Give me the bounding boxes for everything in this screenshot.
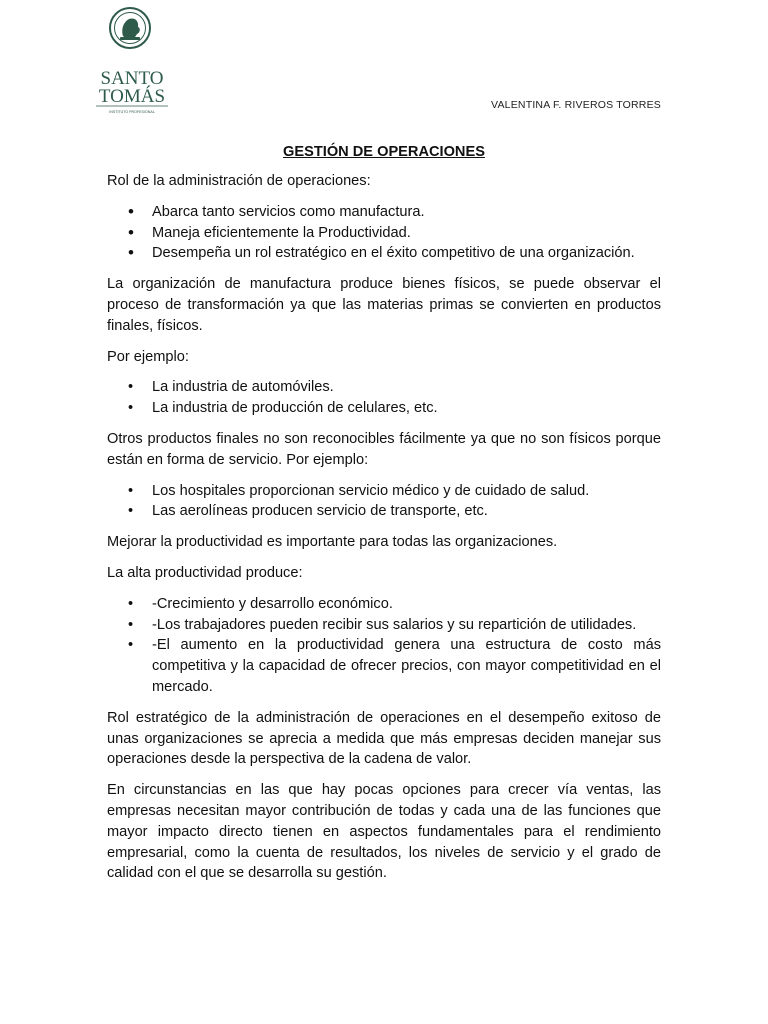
list-examples-service: [107, 481, 661, 523]
paragraph-2: La organización de manufactura produce bienes físicos, se puede observar el proceso de transformación ya que las materias primas se convierten en productos finales, físicos.: [107, 276, 661, 334]
list-item: • La industria de automóviles.: [107, 377, 661, 398]
list-item: • Maneja eficientemente la Productividad.: [107, 223, 661, 244]
list-item: • -Los trabajadores pueden recibir sus salarios y su repartición de utilidades.: [107, 615, 661, 636]
document-title: GESTIÓN DE OPERACIONES: [283, 144, 485, 160]
list-examples-manufacture: [107, 377, 661, 419]
list-item: • Los hospitales proporcionan servicio médico y de cuidado de salud.: [107, 481, 661, 502]
list-item: • Desempeña un rol estratégico en el éxito competitivo de una organización.: [107, 243, 661, 264]
logo-line2: TOMÁS: [98, 86, 166, 107]
paragraph-3: Por ejemplo:: [107, 348, 189, 365]
paragraph-7: Rol estratégico de la administración de operaciones en el desempeño exitoso de unas organizaciones se aprecia a medida que más empresas deciden manejar sus operaciones desde la perspectiva de la cadena de valor.: [107, 709, 661, 768]
list-item: • -Crecimiento y desarrollo económico.: [107, 594, 661, 615]
list-item: • La industria de producción de celulares, etc.: [107, 398, 661, 419]
list-item: • -El aumento en la productividad genera una estructura de costo más competitiva y la capacidad de ofrecer precios, con mayor competitividad en el mercado.: [107, 635, 661, 697]
document-body: [107, 143, 661, 894]
list-item: • Las aerolíneas producen servicio de transporte, etc.: [107, 501, 661, 522]
paragraph-4: Otros productos finales no son reconocibles fácilmente ya que no son físicos porque están en forma de servicio. Por ejemplo:: [107, 430, 661, 468]
list-roles: [107, 202, 661, 264]
author-name: VALENTINA F. RIVEROS TORRES: [491, 99, 661, 111]
list-productivity-effects: [107, 594, 661, 698]
logo-sub: INSTITUTO PROFESIONAL: [109, 110, 155, 114]
paragraph-6: La alta productividad produce:: [107, 564, 303, 581]
paragraph-1: Rol de la administración de operaciones:: [107, 173, 371, 189]
paragraph-8: En circunstancias en las que hay pocas opciones para crecer vía ventas, las empresas necesitan mayor contribución de todas y cada una de las funciones que mayor impacto directo tienen en aspectos fundamentales para el rendimiento empresarial, como la cuenta de resultados, los niveles de servicio y el grado de calidad con el que se desarrolla su gestión.: [107, 782, 661, 882]
santo-tomas-logo: [90, 6, 174, 116]
paragraph-5: Mejorar la productividad es importante para todas las organizaciones.: [107, 534, 558, 551]
logo-line1: SANTO: [100, 68, 164, 89]
list-item: • Abarca tanto servicios como manufactura.: [107, 202, 661, 223]
